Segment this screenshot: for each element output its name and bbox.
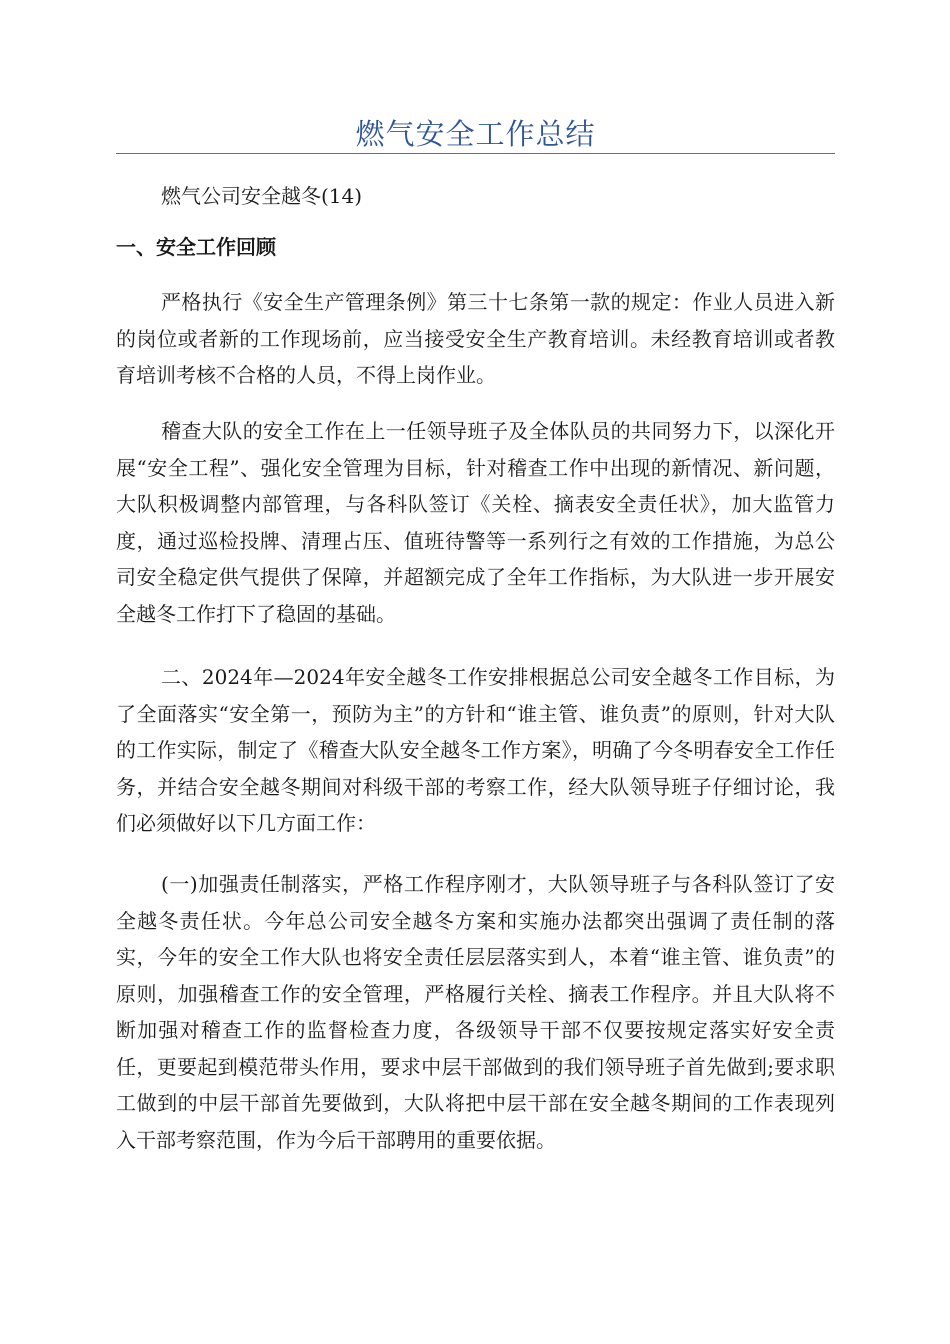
paragraph: 严格执行《安全生产管理条例》第三十七条第一款的规定：作业人员进入新的岗位或者新的工作现场前，应当接受安全生产教育培训。未经教育培训或者教育培训考核不合格的人员，不得上岗作业。 [116,290,835,387]
paragraph: (一)加强责任制落实，严格工作程序刚才，大队领导班子与各科队签订了安全越冬责任状。今年总公司安全越冬方案和实施办法都突出强调了责任制的落实，今年的安全工作大队也将安全责任层层落实到人，本着“谁主管、谁负责”的原则，加强稽查工作的安全管理，严格履行关栓、摘表工作程序。并且大队将不断加强对稽查工作的监督检查力度，各级领导干部不仅要按规定落实好安全责任，更要起到模范带头作用，要求中层干部做到的我们领导班子首先做到;要求职工做到的中层干部首先要做到，大队将把中层干部在安全越冬期间的工作表现列入干部考察范围，作为今后干部聘用的重要依据。 [116,872,835,1152]
title-underline [116,153,835,154]
paragraph: 二、2024年—2024年安全越冬工作安排根据总公司安全越冬工作目标，为了全面落实“安全第一，预防为主”的方针和“谁主管、谁负责”的原则，针对大队的工作实际，制定了《稽查大队安全越冬工作方案》，明确了今冬明春安全工作任务，并结合安全越冬期间对科级干部的考察工作，经大队领导班子仔细讨论，我们必须做好以下几方面工作： [116,665,835,835]
section-heading: 一、安全工作回顾 [116,235,276,259]
document-title: 燃气安全工作总结 [355,117,596,151]
document-subtitle: 燃气公司安全越冬(14) [161,184,363,208]
paragraph: 稽查大队的安全工作在上一任领导班子及全体队员的共同努力下，以深化开展“安全工程”、强化安全管理为目标，针对稽查工作中出现的新情况、新问题，大队积极调整内部管理，与各科队签订《关栓、摘表安全责任状》，加大监管力度，通过巡检投牌、清理占压、值班待警等一系列行之有效的工作措施，为总公司安全稳定供气提供了保障，并超额完成了全年工作指标，为大队进一步开展安全越冬工作打下了稳固的基础。 [116,419,835,626]
